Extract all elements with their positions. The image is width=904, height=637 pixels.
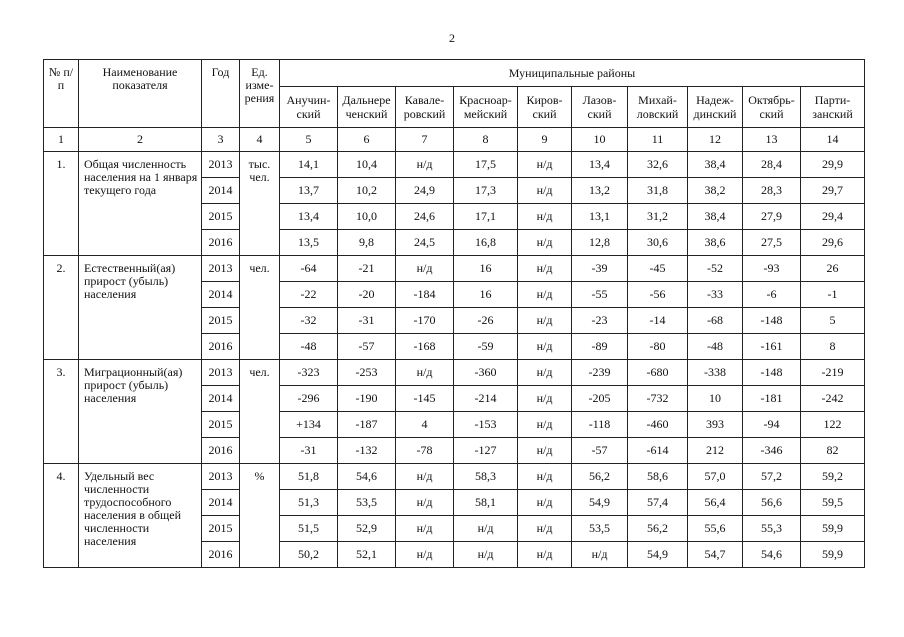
header-num: № п/п (44, 60, 79, 128)
value-cell: -26 (454, 308, 518, 334)
value-cell: -346 (743, 438, 801, 464)
value-cell: 58,6 (628, 464, 688, 490)
value-cell: 29,7 (801, 178, 865, 204)
value-cell: н/д (518, 386, 572, 412)
value-cell: -145 (396, 386, 454, 412)
value-cell: н/д (396, 256, 454, 282)
value-cell: -190 (338, 386, 396, 412)
value-cell: -14 (628, 308, 688, 334)
value-cell: 38,4 (688, 152, 743, 178)
table-row (44, 152, 865, 178)
unit-cell: чел. (240, 256, 280, 360)
value-cell: н/д (518, 256, 572, 282)
unit-cell: чел. (240, 360, 280, 464)
value-cell: -732 (628, 386, 688, 412)
value-cell: 54,9 (628, 542, 688, 568)
column-index-cell: 10 (572, 128, 628, 152)
value-cell: -148 (743, 360, 801, 386)
value-cell: -161 (743, 334, 801, 360)
value-cell: 54,9 (572, 490, 628, 516)
value-cell: 59,2 (801, 464, 865, 490)
value-cell: -253 (338, 360, 396, 386)
value-cell: -39 (572, 256, 628, 282)
value-cell: 55,3 (743, 516, 801, 542)
table-row (44, 256, 865, 282)
header-name: Наименование показателя (79, 60, 202, 128)
unit-cell: тыс. чел. (240, 152, 280, 256)
value-cell: 13,5 (280, 230, 338, 256)
value-cell: 13,2 (572, 178, 628, 204)
year-cell: 2013 (202, 464, 240, 490)
value-cell: 24,6 (396, 204, 454, 230)
district-header: Парти-занский (801, 87, 865, 128)
value-cell: -219 (801, 360, 865, 386)
value-cell: -57 (572, 438, 628, 464)
value-cell: -338 (688, 360, 743, 386)
value-cell: -78 (396, 438, 454, 464)
value-cell: 14,1 (280, 152, 338, 178)
value-cell: 17,1 (454, 204, 518, 230)
value-cell: 51,3 (280, 490, 338, 516)
value-cell: -6 (743, 282, 801, 308)
district-header: Анучин-ский (280, 87, 338, 128)
value-cell: 58,3 (454, 464, 518, 490)
value-cell: -48 (688, 334, 743, 360)
value-cell: 32,6 (628, 152, 688, 178)
value-cell: 10 (688, 386, 743, 412)
header-districts: Муниципальные районы (280, 60, 865, 87)
value-cell: 59,9 (801, 542, 865, 568)
column-index-cell: 13 (743, 128, 801, 152)
value-cell: 54,7 (688, 542, 743, 568)
value-cell: 52,1 (338, 542, 396, 568)
value-cell: 13,4 (572, 152, 628, 178)
value-cell: 54,6 (743, 542, 801, 568)
value-cell: 8 (801, 334, 865, 360)
year-cell: 2016 (202, 230, 240, 256)
value-cell: -153 (454, 412, 518, 438)
unit-cell: % (240, 464, 280, 568)
value-cell: н/д (454, 516, 518, 542)
value-cell: 13,1 (572, 204, 628, 230)
value-cell: 56,2 (572, 464, 628, 490)
value-cell: 10,2 (338, 178, 396, 204)
indicator-name: Удельный вес численности трудоспособного населения в общей численности населения (79, 464, 202, 568)
column-index-cell: 2 (79, 128, 202, 152)
value-cell: н/д (396, 490, 454, 516)
value-cell: -132 (338, 438, 396, 464)
value-cell: -56 (628, 282, 688, 308)
value-cell: 59,5 (801, 490, 865, 516)
year-cell: 2013 (202, 256, 240, 282)
value-cell: н/д (518, 490, 572, 516)
value-cell: 5 (801, 308, 865, 334)
value-cell: 31,8 (628, 178, 688, 204)
column-index-cell: 14 (801, 128, 865, 152)
value-cell: 52,9 (338, 516, 396, 542)
value-cell: 393 (688, 412, 743, 438)
value-cell: -68 (688, 308, 743, 334)
value-cell: -148 (743, 308, 801, 334)
value-cell: -181 (743, 386, 801, 412)
value-cell: 56,2 (628, 516, 688, 542)
value-cell: -187 (338, 412, 396, 438)
value-cell: 13,7 (280, 178, 338, 204)
year-cell: 2015 (202, 204, 240, 230)
table-body (44, 152, 865, 568)
value-cell: 55,6 (688, 516, 743, 542)
value-cell: -1 (801, 282, 865, 308)
value-cell: 9,8 (338, 230, 396, 256)
value-cell: н/д (518, 412, 572, 438)
statistics-table (43, 59, 865, 568)
year-cell: 2014 (202, 282, 240, 308)
value-cell: 38,4 (688, 204, 743, 230)
indicator-name: Миграционный(ая) прирост (убыль) населения (79, 360, 202, 464)
value-cell: н/д (518, 542, 572, 568)
year-cell: 2015 (202, 516, 240, 542)
year-cell: 2015 (202, 308, 240, 334)
value-cell: -184 (396, 282, 454, 308)
district-header: Надеж-динский (688, 87, 743, 128)
district-header: Кавале-ровский (396, 87, 454, 128)
value-cell: н/д (518, 282, 572, 308)
value-cell: 31,2 (628, 204, 688, 230)
value-cell: н/д (518, 516, 572, 542)
value-cell: -680 (628, 360, 688, 386)
value-cell: -20 (338, 282, 396, 308)
value-cell: 4 (396, 412, 454, 438)
value-cell: 29,9 (801, 152, 865, 178)
header-year: Год (202, 60, 240, 128)
district-header: Киров-ский (518, 87, 572, 128)
year-cell: 2016 (202, 334, 240, 360)
value-cell: 28,3 (743, 178, 801, 204)
value-cell: 56,6 (743, 490, 801, 516)
value-cell: 56,4 (688, 490, 743, 516)
year-cell: 2014 (202, 178, 240, 204)
district-header: Михай-ловский (628, 87, 688, 128)
value-cell: -360 (454, 360, 518, 386)
value-cell: 12,8 (572, 230, 628, 256)
value-cell: н/д (396, 542, 454, 568)
indicator-name: Естественный(ая) прирост (убыль) населения (79, 256, 202, 360)
value-cell: н/д (396, 152, 454, 178)
year-cell: 2016 (202, 438, 240, 464)
value-cell: -45 (628, 256, 688, 282)
value-cell: -94 (743, 412, 801, 438)
column-index-cell: 5 (280, 128, 338, 152)
indicator-number: 1. (44, 152, 79, 256)
value-cell: 26 (801, 256, 865, 282)
value-cell: -31 (280, 438, 338, 464)
column-index-cell: 11 (628, 128, 688, 152)
value-cell: 82 (801, 438, 865, 464)
value-cell: н/д (572, 542, 628, 568)
value-cell: 58,1 (454, 490, 518, 516)
value-cell: -22 (280, 282, 338, 308)
indicator-number: 3. (44, 360, 79, 464)
column-index-row (44, 128, 865, 152)
value-cell: -168 (396, 334, 454, 360)
value-cell: 57,4 (628, 490, 688, 516)
value-cell: н/д (518, 152, 572, 178)
value-cell: -214 (454, 386, 518, 412)
indicator-number: 2. (44, 256, 79, 360)
value-cell: н/д (518, 178, 572, 204)
value-cell: 38,6 (688, 230, 743, 256)
value-cell: 51,8 (280, 464, 338, 490)
year-cell: 2013 (202, 152, 240, 178)
value-cell: -205 (572, 386, 628, 412)
value-cell: 122 (801, 412, 865, 438)
value-cell: -323 (280, 360, 338, 386)
year-cell: 2015 (202, 412, 240, 438)
value-cell: 17,5 (454, 152, 518, 178)
value-cell: -33 (688, 282, 743, 308)
value-cell: -242 (801, 386, 865, 412)
value-cell: 10,0 (338, 204, 396, 230)
value-cell: 53,5 (572, 516, 628, 542)
value-cell: н/д (518, 230, 572, 256)
value-cell: н/д (518, 308, 572, 334)
value-cell: 27,5 (743, 230, 801, 256)
value-cell: -52 (688, 256, 743, 282)
value-cell: -89 (572, 334, 628, 360)
value-cell: н/д (518, 464, 572, 490)
value-cell: -57 (338, 334, 396, 360)
column-index-cell: 8 (454, 128, 518, 152)
value-cell: н/д (396, 516, 454, 542)
year-cell: 2014 (202, 386, 240, 412)
indicator-name: Общая численность населения на 1 января текущего года (79, 152, 202, 256)
district-header: Красноар-мейский (454, 87, 518, 128)
value-cell: 38,2 (688, 178, 743, 204)
value-cell: +134 (280, 412, 338, 438)
value-cell: -296 (280, 386, 338, 412)
value-cell: 54,6 (338, 464, 396, 490)
year-cell: 2014 (202, 490, 240, 516)
value-cell: 57,2 (743, 464, 801, 490)
indicator-number: 4. (44, 464, 79, 568)
column-index-cell: 6 (338, 128, 396, 152)
value-cell: 28,4 (743, 152, 801, 178)
value-cell: -80 (628, 334, 688, 360)
value-cell: 57,0 (688, 464, 743, 490)
district-header: Октябрь-ский (743, 87, 801, 128)
year-cell: 2013 (202, 360, 240, 386)
column-index-cell: 9 (518, 128, 572, 152)
column-index-cell: 7 (396, 128, 454, 152)
table-row (44, 464, 865, 490)
value-cell: 24,5 (396, 230, 454, 256)
value-cell: н/д (518, 360, 572, 386)
value-cell: -23 (572, 308, 628, 334)
value-cell: -118 (572, 412, 628, 438)
value-cell: 59,9 (801, 516, 865, 542)
value-cell: -55 (572, 282, 628, 308)
value-cell: 29,4 (801, 204, 865, 230)
value-cell: -31 (338, 308, 396, 334)
value-cell: 51,5 (280, 516, 338, 542)
page-number: 2 (449, 31, 455, 45)
value-cell: 212 (688, 438, 743, 464)
district-header: Дальнере ченский (338, 87, 396, 128)
value-cell: 16 (454, 256, 518, 282)
value-cell: н/д (396, 360, 454, 386)
value-cell: 50,2 (280, 542, 338, 568)
year-cell: 2016 (202, 542, 240, 568)
value-cell: -239 (572, 360, 628, 386)
column-index-cell: 12 (688, 128, 743, 152)
value-cell: 30,6 (628, 230, 688, 256)
value-cell: 17,3 (454, 178, 518, 204)
value-cell: 53,5 (338, 490, 396, 516)
value-cell: -64 (280, 256, 338, 282)
value-cell: -48 (280, 334, 338, 360)
value-cell: 24,9 (396, 178, 454, 204)
value-cell: 16 (454, 282, 518, 308)
value-cell: -460 (628, 412, 688, 438)
value-cell: н/д (396, 464, 454, 490)
column-index-cell: 1 (44, 128, 79, 152)
value-cell: 16,8 (454, 230, 518, 256)
value-cell: 10,4 (338, 152, 396, 178)
value-cell: -93 (743, 256, 801, 282)
value-cell: 13,4 (280, 204, 338, 230)
header-unit: Ед. изме-рения (240, 60, 280, 128)
value-cell: -32 (280, 308, 338, 334)
value-cell: н/д (454, 542, 518, 568)
column-index-cell: 3 (202, 128, 240, 152)
value-cell: н/д (518, 438, 572, 464)
value-cell: -614 (628, 438, 688, 464)
value-cell: -21 (338, 256, 396, 282)
column-index-cell: 4 (240, 128, 280, 152)
value-cell: н/д (518, 204, 572, 230)
table-row (44, 360, 865, 386)
value-cell: 29,6 (801, 230, 865, 256)
value-cell: -59 (454, 334, 518, 360)
value-cell: н/д (518, 334, 572, 360)
value-cell: -170 (396, 308, 454, 334)
value-cell: -127 (454, 438, 518, 464)
value-cell: 27,9 (743, 204, 801, 230)
district-header: Лазов-ский (572, 87, 628, 128)
